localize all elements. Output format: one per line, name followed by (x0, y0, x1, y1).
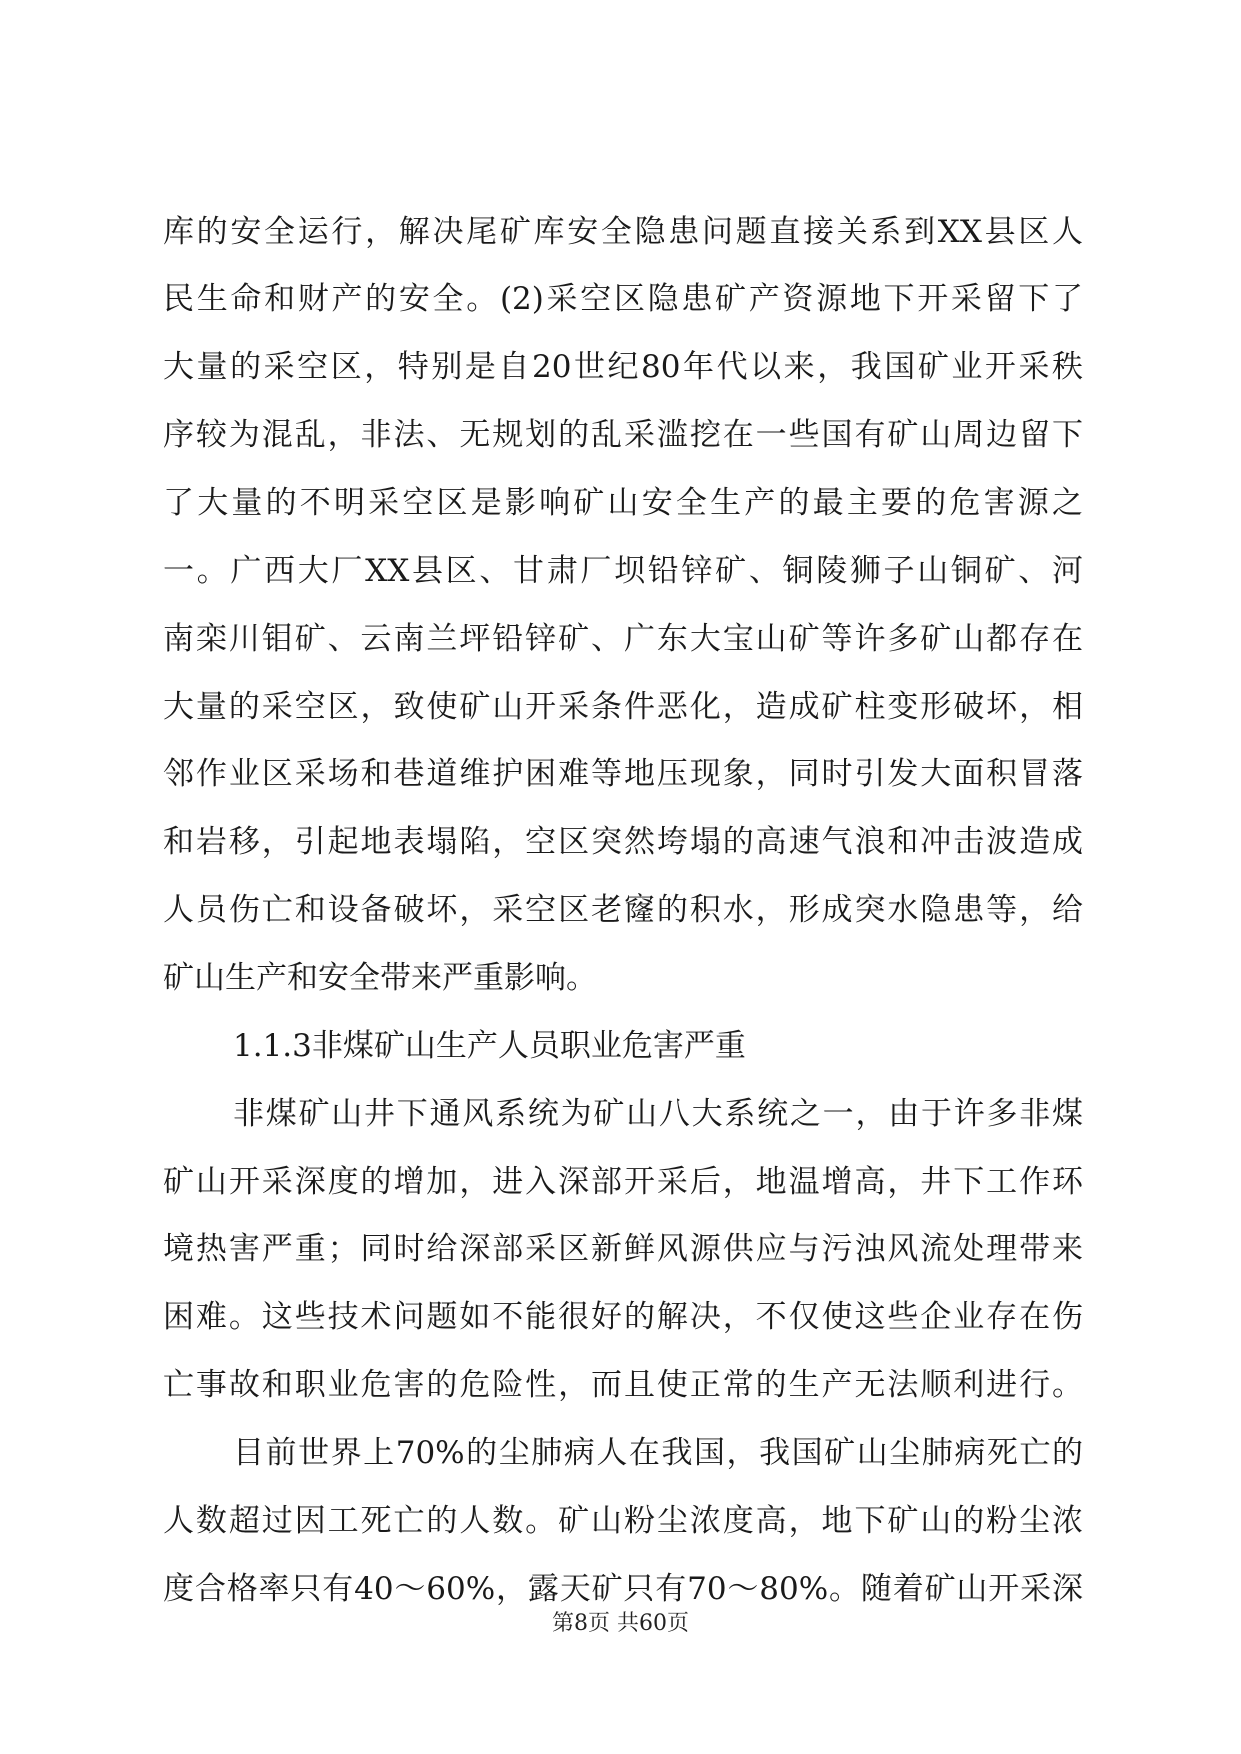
text-line: 矿山开采深度的增加，进入深部开采后，地温增高，井下工作环 (163, 1164, 1083, 1200)
text-line: 民生命和财产的安全。(2)采空区隐患矿产资源地下开采留下了 (163, 281, 1083, 317)
text-line: 大量的采空区，特别是自20世纪80年代以来，我国矿业开采秩 (163, 349, 1083, 385)
text-line: 了大量的不明采空区是影响矿山安全生产的最主要的危害源之 (163, 485, 1083, 521)
section-heading: 1.1.3非煤矿山生产人员职业危害严重 (233, 1028, 746, 1064)
text-line: 矿山生产和安全带来严重影响。 (163, 960, 597, 996)
page-footer: 第8页 共60页 (552, 1611, 689, 1636)
text-line: 困难。这些技术问题如不能很好的解决，不仅使这些企业存在伤 (163, 1299, 1083, 1335)
text-line: 目前世界上70%的尘肺病人在我国，我国矿山尘肺病死亡的 (233, 1435, 1083, 1471)
text-line: 大量的采空区，致使矿山开采条件恶化，造成矿柱变形破坏，相 (163, 689, 1083, 725)
text-line: 邻作业区采场和巷道维护困难等地压现象，同时引发大面积冒落 (163, 756, 1083, 792)
text-line: 人数超过因工死亡的人数。矿山粉尘浓度高，地下矿山的粉尘浓 (163, 1503, 1083, 1539)
text-line: 度合格率只有40～60%，露天矿只有70～80%。随着矿山开采深 (163, 1571, 1083, 1607)
text-line: 库的安全运行，解决尾矿库安全隐患问题直接关系到XX县区人 (163, 214, 1083, 250)
text-line: 一。广西大厂XX县区、甘肃厂坝铅锌矿、铜陵狮子山铜矿、河 (163, 553, 1083, 589)
text-line: 人员伤亡和设备破坏，采空区老窿的积水，形成突水隐患等，给 (163, 892, 1083, 928)
text-line: 境热害严重；同时给深部采区新鲜风源供应与污浊风流处理带来 (163, 1231, 1083, 1267)
text-line: 南栾川钼矿、云南兰坪铅锌矿、广东大宝山矿等许多矿山都存在 (163, 621, 1083, 657)
text-line: 亡事故和职业危害的危险性，而且使正常的生产无法顺利进行。 (163, 1367, 1083, 1403)
text-line: 序较为混乱，非法、无规划的乱采滥挖在一些国有矿山周边留下 (163, 417, 1083, 453)
text-line: 和岩移，引起地表塌陷，空区突然垮塌的高速气浪和冲击波造成 (163, 824, 1083, 860)
text-line: 非煤矿山井下通风系统为矿山八大系统之一，由于许多非煤 (233, 1096, 1083, 1132)
